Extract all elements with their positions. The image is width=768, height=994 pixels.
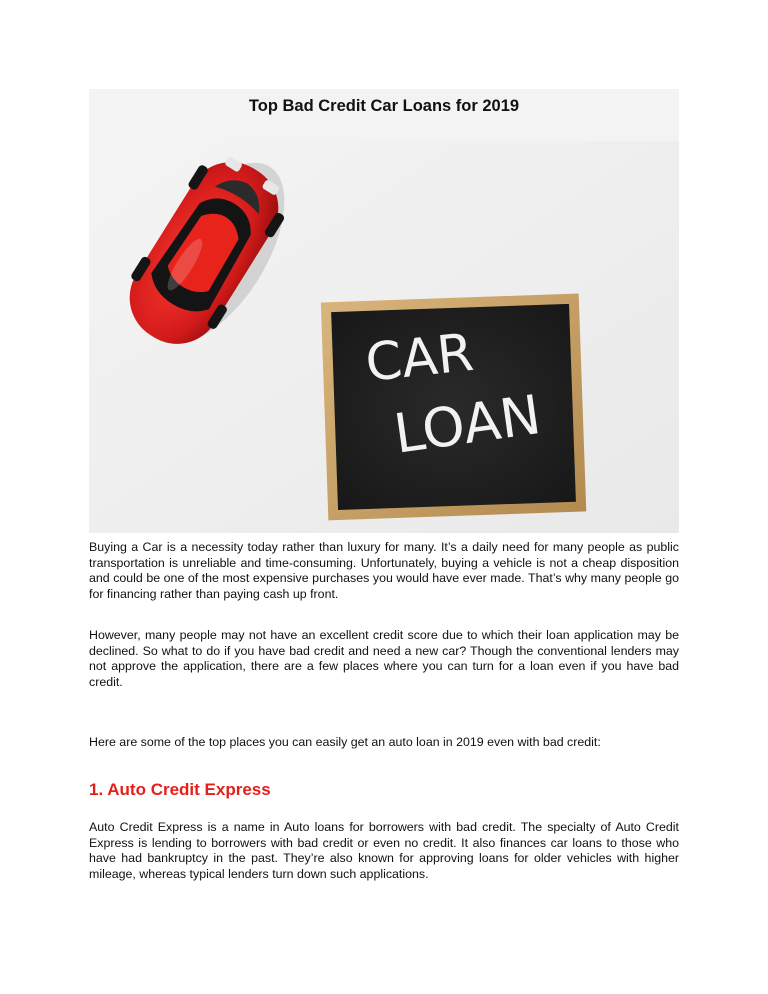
page-title: Top Bad Credit Car Loans for 2019 (248, 97, 520, 115)
car-loan-illustration (89, 141, 679, 533)
section-heading-auto-credit-express: 1. Auto Credit Express (89, 780, 271, 799)
paragraph-bad-credit: However, many people may not have an excellent credit score due to which their loan application may be declined. So what to do if you have bad credit and need a new car? Though the conventional lenders may not approve the application, there are a few places where you can turn for a loan even if you have bad credit. (89, 628, 679, 689)
paragraph-intro: Buying a Car is a necessity today rather than luxury for many. It’s a daily need for many people as public transportation is unreliable and time-consuming. Unfortunately, buying a vehicle is not a cheap disposition and could be one of the most expensive purchases you would have ever made. That’s why many people go for financing rather than paying cash up front. (89, 540, 679, 601)
title-band (89, 89, 679, 141)
chalkboard (321, 294, 586, 521)
paragraph-top-places: Here are some of the top places you can easily get an auto loan in 2019 even with bad credit: (89, 735, 601, 749)
chalk-text-loan: LOAN (390, 382, 545, 466)
car-loan-photo (89, 141, 679, 533)
paragraph-auto-credit-express: Auto Credit Express is a name in Auto loans for borrowers with bad credit. The specialty of Auto Credit Express is lending to borrowers with bad credit or even no credit. It also finances car loans to those who have had bankruptcy in the past. They’re also known for approving loans for older vehicles with higher mileage, whereas typical lenders turn down such applications. (89, 820, 679, 881)
chalk-text-car: CAR (362, 322, 477, 394)
